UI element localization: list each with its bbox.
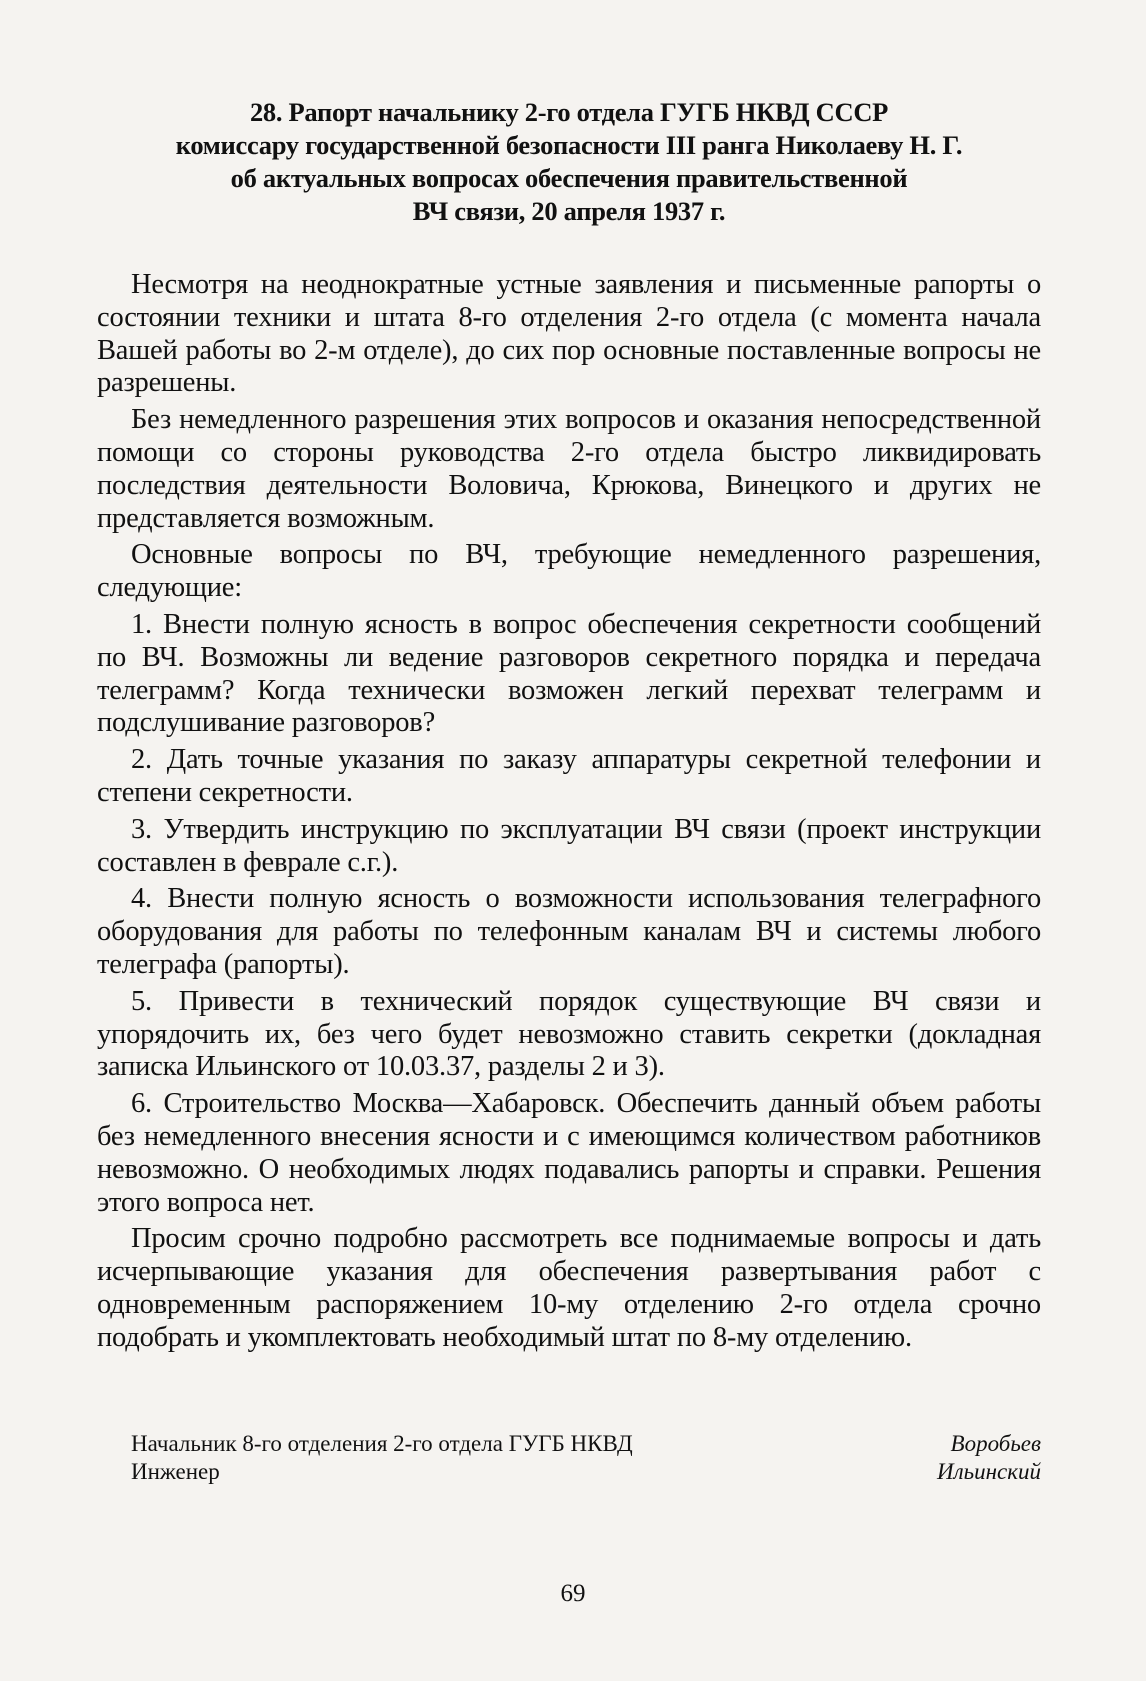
- paragraph-request: Просим срочно подробно рассмотреть все поднимаемые вопросы и дать исчерпывающие указания для обеспечения развертывания работ с одновременным распоряжением 10-му отделению 2-го отдела срочно подобрать и укомплектовать необходимый штат по 8-му отделению.: [97, 1223, 1041, 1353]
- document-body: [97, 269, 1041, 1359]
- paragraph-item-4: 4. Внести полную ясность о возможности использования телеграфного оборудования для работы по телефонным каналам ВЧ и системы любого телеграфа (рапорты).: [97, 883, 1041, 980]
- signature-row: [97, 1430, 1041, 1458]
- paragraph-intro: Несмотря на неоднократные устные заявления и письменные рапорты о состоянии техники и штата 8-го отделения 2-го отдела (с момента начала Вашей работы во 2-м отделе), до сих пор основные поставленные вопросы не разрешены.: [97, 269, 1041, 399]
- signature-name: Воробьев: [950, 1431, 1041, 1456]
- paragraph-questions-lead: Основные вопросы по ВЧ, требующие немедленного разрешения, следующие:: [97, 539, 1041, 604]
- title-line-1: 28. Рапорт начальнику 2-го отдела ГУГБ НКВД СССР: [249, 97, 889, 127]
- paragraph-urgency: Без немедленного разрешения этих вопросов и оказания непосредственной помощи со стороны руководства 2-го отдела быстро ликвидировать последствия деятельности Воловича, Крюкова, Винецкого и других не представляется возможным.: [97, 404, 1041, 534]
- paragraph-item-5: 5. Привести в технический порядок существующие ВЧ связи и упорядочить их, без чего будет невозможно ставить секретки (докладная записка Ильинского от 10.03.37, разделы 2 и 3).: [97, 985, 1041, 1083]
- paragraph-item-6: 6. Строительство Москва—Хабаровск. Обеспечить данный объем работы без немедленного внесения ясности и с имеющимся количеством работников невозможно. О необходимых людях подавались рапорты и справки. Решения этого вопроса нет.: [97, 1088, 1041, 1218]
- title-line-4: ВЧ связи, 20 апреля 1937 г.: [412, 196, 726, 226]
- signature-row: [97, 1458, 1041, 1486]
- page-number: 69: [560, 1580, 586, 1607]
- signature-name: Ильинский: [937, 1459, 1041, 1484]
- signature-role: Начальник 8-го отделения 2-го отдела ГУГБ НКВД: [131, 1431, 633, 1456]
- paragraph-item-1: 1. Внести полную ясность в вопрос обеспечения секретности сообщений по ВЧ. Возможны ли ведение разговоров секретного порядка и передача телеграмм? Когда технически возможен легкий перехват телеграмм и подслушивание разговоров?: [97, 608, 1041, 739]
- signature-role: Инженер: [131, 1459, 220, 1484]
- paragraph-item-2: 2. Дать точные указания по заказу аппаратуры секретной телефонии и степени секретности.: [97, 744, 1041, 808]
- title-line-2: комиссару государственной безопасности III ранга Николаеву Н. Г.: [175, 130, 963, 160]
- document-title: [97, 96, 1041, 228]
- title-line-3: об актуальных вопросах обеспечения правительственной: [230, 163, 908, 193]
- paragraph-item-3: 3. Утвердить инструкцию по эксплуатации ВЧ связи (проект инструкции составлен в феврале с.г.).: [97, 813, 1041, 878]
- signature-block: [97, 1430, 1041, 1486]
